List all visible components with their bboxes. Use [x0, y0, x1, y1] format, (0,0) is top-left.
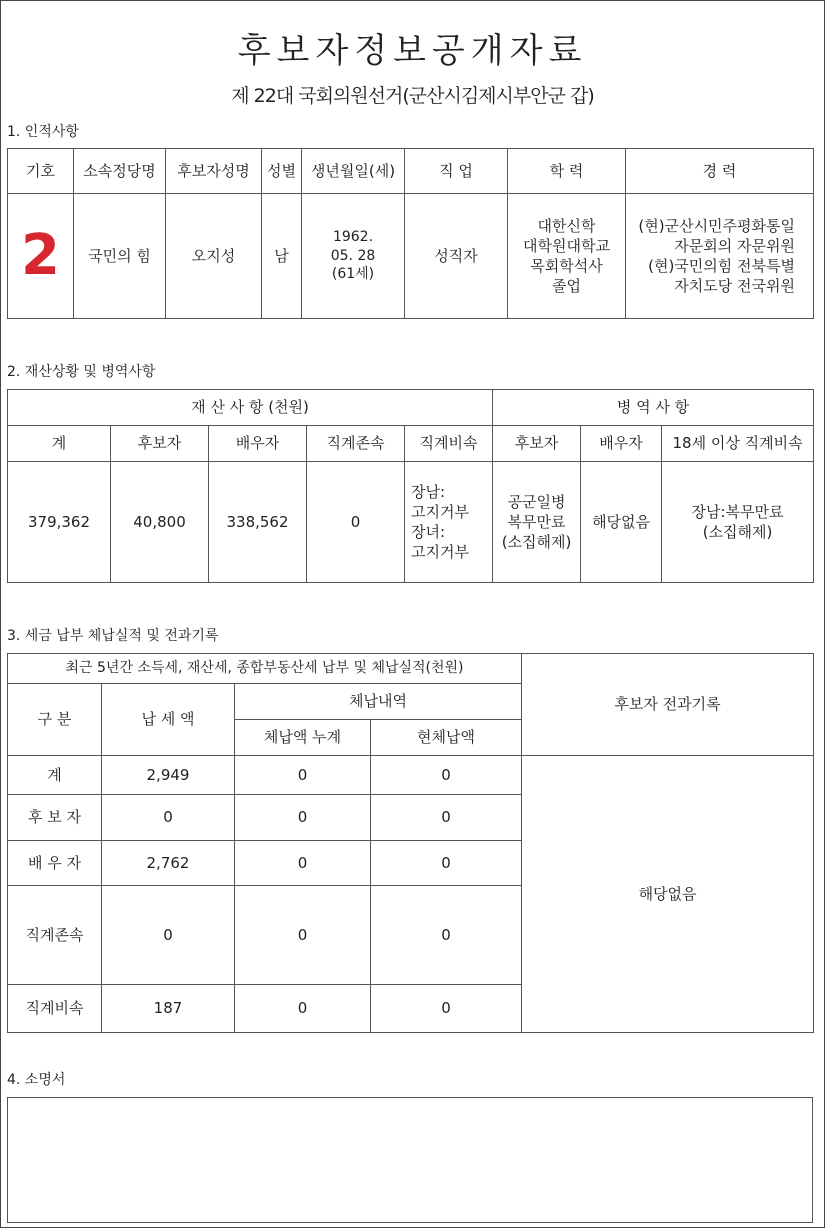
- tax-row-paid: 2,762: [102, 841, 235, 886]
- candidate-name: 오지성: [166, 194, 262, 319]
- property-header: 재 산 사 항 (천원): [8, 390, 493, 426]
- tax-row-paid: 2,949: [102, 756, 235, 795]
- header-arrears-total: 체납액 누계: [235, 720, 371, 756]
- page-subtitle: 제 22대 국회의원선거(군산시김제시부안군 갑): [231, 85, 594, 107]
- property-total: 379,362: [8, 462, 111, 583]
- tax-row-label: 후 보 자: [8, 795, 102, 841]
- tax-row-label: 배 우 자: [8, 841, 102, 886]
- tax-row-total: 0: [235, 841, 371, 886]
- tax-row-paid: 187: [102, 985, 235, 1033]
- criminal-record: 해당없음: [522, 756, 814, 1033]
- tax-row-current: 0: [371, 985, 522, 1033]
- tax-row-label: 직계비속: [8, 985, 102, 1033]
- header-spouse: 배우자: [209, 426, 307, 462]
- header-mil-descendant: 18세 이상 직계비속: [662, 426, 814, 462]
- header-number: 기호: [8, 149, 74, 194]
- tax-row-current: 0: [371, 886, 522, 985]
- header-arrears-current: 현체납액: [371, 720, 522, 756]
- header-candidate: 후보자: [111, 426, 209, 462]
- tax-record-table: [7, 653, 814, 1033]
- tax-row-paid: 0: [102, 886, 235, 985]
- candidate-number: 2: [8, 194, 74, 319]
- military-header: 병 역 사 항: [493, 390, 814, 426]
- tax-row-total: 0: [235, 886, 371, 985]
- header-category: 구 분: [8, 684, 102, 756]
- tax-row-total: 0: [235, 756, 371, 795]
- tax-row-current: 0: [371, 756, 522, 795]
- header-birth: 생년월일(세): [302, 149, 405, 194]
- header-name: 후보자성명: [166, 149, 262, 194]
- record-header: 후보자 전과기록: [522, 654, 814, 756]
- candidate-career: (현)군산시민주평화통일 자문회의 자문위원 (현)국민의힘 전북특별 자치도당 전국위원: [626, 194, 814, 319]
- header-party: 소속정당명: [74, 149, 166, 194]
- section3-heading: 3. 세금 납부 체납실적 및 전과기록: [7, 628, 219, 644]
- header-job: 직 업: [405, 149, 508, 194]
- candidate-job: 성직자: [405, 194, 508, 319]
- military-spouse: 해당없음: [581, 462, 662, 583]
- candidate-education: 대한신학 대학원대학교 목회학석사 졸업: [508, 194, 626, 319]
- property-military-table: [7, 389, 814, 583]
- header-ascendant: 직계존속: [307, 426, 405, 462]
- header-paid: 납 세 액: [102, 684, 235, 756]
- header-mil-spouse: 배우자: [581, 426, 662, 462]
- personal-info-table: [7, 148, 814, 319]
- header-education: 학 력: [508, 149, 626, 194]
- tax-row-total: 0: [235, 795, 371, 841]
- military-candidate: 공군일병 복무만료 (소집해제): [493, 462, 581, 583]
- header-total: 계: [8, 426, 111, 462]
- statement-box: [7, 1097, 813, 1223]
- page-title: 후보자정보공개자료: [237, 31, 588, 71]
- candidate-birth: 1962. 05. 28 (61세): [302, 194, 405, 319]
- tax-row-current: 0: [371, 841, 522, 886]
- header-mil-candidate: 후보자: [493, 426, 581, 462]
- tax-header: 최근 5년간 소득세, 재산세, 종합부동산세 납부 및 체납실적(천원): [8, 654, 522, 684]
- tax-row-current: 0: [371, 795, 522, 841]
- property-descendant: 장남: 고지거부 장녀: 고지거부: [405, 462, 493, 583]
- section2-heading: 2. 재산상황 및 병역사항: [7, 364, 156, 380]
- military-descendant: 장남:복무만료 (소집해제): [662, 462, 814, 583]
- section1-heading: 1. 인적사항: [7, 124, 79, 140]
- party-name: 국민의 힘: [74, 194, 166, 319]
- section4-heading: 4. 소명서: [7, 1072, 66, 1088]
- header-arrears: 체납내역: [235, 684, 522, 720]
- header-career: 경 력: [626, 149, 814, 194]
- property-spouse: 338,562: [209, 462, 307, 583]
- tax-row-label: 계: [8, 756, 102, 795]
- property-ascendant: 0: [307, 462, 405, 583]
- header-gender: 성별: [262, 149, 302, 194]
- tax-row-label: 직계존속: [8, 886, 102, 985]
- candidate-gender: 남: [262, 194, 302, 319]
- header-descendant: 직계비속: [405, 426, 493, 462]
- property-candidate: 40,800: [111, 462, 209, 583]
- tax-row-paid: 0: [102, 795, 235, 841]
- tax-row-total: 0: [235, 985, 371, 1033]
